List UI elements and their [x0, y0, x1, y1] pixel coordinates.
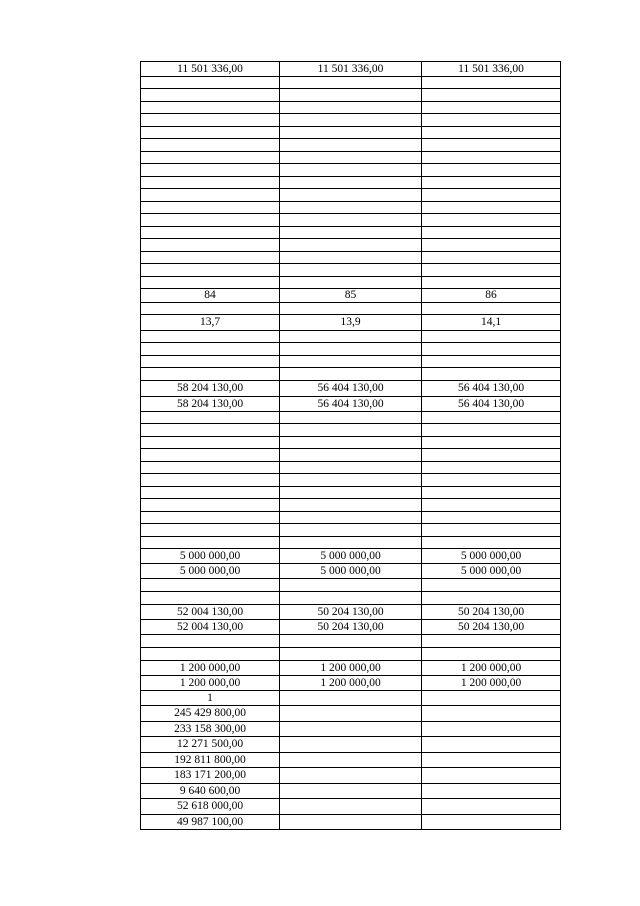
table-cell: 50 204 130,00: [280, 605, 422, 620]
table-row: [141, 114, 561, 127]
table-cell: [280, 512, 422, 524]
table-cell: [280, 449, 422, 462]
table-cell: 52 004 130,00: [141, 605, 280, 620]
table-cell: [280, 164, 422, 177]
table-cell: [280, 368, 422, 381]
table-cell: [422, 102, 561, 114]
table-cell: [280, 412, 422, 424]
table-cell: 84: [141, 289, 280, 303]
table-cell: [422, 815, 561, 830]
table-cell: [141, 368, 280, 381]
table-cell: [141, 239, 280, 252]
table-cell: [141, 579, 280, 592]
table-cell: [422, 784, 561, 799]
table-row: [141, 252, 561, 264]
table-cell: 1 200 000,00: [422, 676, 561, 691]
table-cell: [280, 737, 422, 753]
table-cell: [141, 412, 280, 424]
table-cell: 50 204 130,00: [422, 605, 561, 620]
table-cell: [141, 214, 280, 227]
table-row: [141, 592, 561, 605]
table-cell: [141, 127, 280, 139]
table-cell: 13,9: [280, 315, 422, 331]
table-cell: [141, 648, 280, 661]
table-cell: 1: [141, 691, 280, 706]
table-cell: 52 618 000,00: [141, 799, 280, 815]
table-row: [141, 487, 561, 499]
table-cell: [422, 356, 561, 368]
table-cell: [280, 127, 422, 139]
table-cell: [422, 277, 561, 289]
table-cell: 5 000 000,00: [280, 564, 422, 579]
table-cell: 50 204 130,00: [280, 620, 422, 635]
table-cell: [280, 102, 422, 114]
table-cell: [141, 277, 280, 289]
table-cell: [141, 487, 280, 499]
table-cell: [422, 768, 561, 784]
table-cell: [422, 691, 561, 706]
table-cell: [422, 303, 561, 315]
table-cell: [422, 264, 561, 277]
table-cell: [422, 127, 561, 139]
table-row: [141, 815, 561, 830]
table-row: [141, 152, 561, 164]
table-row: [141, 303, 561, 315]
table-cell: 58 204 130,00: [141, 381, 280, 397]
table-cell: [280, 691, 422, 706]
table-cell: [422, 214, 561, 227]
table-cell: [422, 368, 561, 381]
table-row: [141, 722, 561, 737]
table-cell: [422, 487, 561, 499]
table-row: [141, 661, 561, 676]
table-cell: [280, 177, 422, 189]
table-row: [141, 768, 561, 784]
table-cell: [141, 635, 280, 648]
table-cell: [280, 264, 422, 277]
table-cell: [141, 356, 280, 368]
table-cell: [141, 437, 280, 449]
table-cell: [422, 227, 561, 239]
table-cell: [422, 512, 561, 524]
table-cell: [280, 706, 422, 722]
table-cell: [422, 152, 561, 164]
table-cell: [280, 77, 422, 89]
table-cell: 11 501 336,00: [280, 62, 422, 77]
table-cell: [141, 462, 280, 474]
table-cell: [141, 202, 280, 214]
table-row: [141, 264, 561, 277]
table-cell: [422, 89, 561, 102]
table-cell: [280, 227, 422, 239]
table-cell: [141, 524, 280, 537]
table-cell: [280, 214, 422, 227]
table-cell: [280, 753, 422, 768]
table-row: [141, 89, 561, 102]
table-cell: [280, 815, 422, 830]
table-cell: [422, 437, 561, 449]
table-cell: [280, 252, 422, 264]
table-cell: 5 000 000,00: [141, 549, 280, 564]
table-cell: 85: [280, 289, 422, 303]
table-cell: [422, 474, 561, 487]
table-row: [141, 537, 561, 549]
table-cell: [280, 487, 422, 499]
table-row: [141, 449, 561, 462]
table-cell: [141, 252, 280, 264]
table-cell: 49 987 100,00: [141, 815, 280, 830]
table-cell: 12 271 500,00: [141, 737, 280, 753]
table-cell: 56 404 130,00: [280, 397, 422, 412]
table-row: [141, 368, 561, 381]
table-cell: 1 200 000,00: [280, 661, 422, 676]
table-row: [141, 437, 561, 449]
table-cell: [422, 579, 561, 592]
table-row: [141, 343, 561, 356]
table-row: [141, 397, 561, 412]
table-row: [141, 499, 561, 512]
table-cell: [141, 499, 280, 512]
table-cell: [280, 189, 422, 202]
table-cell: [141, 474, 280, 487]
table-cell: [280, 424, 422, 437]
table-cell: [280, 799, 422, 815]
table-cell: [422, 202, 561, 214]
table-cell: [141, 537, 280, 549]
table-cell: 245 429 800,00: [141, 706, 280, 722]
table-body: [141, 62, 561, 830]
table-row: [141, 753, 561, 768]
table-cell: [280, 784, 422, 799]
table-cell: [422, 449, 561, 462]
table-cell: [141, 303, 280, 315]
table-cell: 192 811 800,00: [141, 753, 280, 768]
table-row: [141, 189, 561, 202]
table-cell: [280, 537, 422, 549]
table-cell: 1 200 000,00: [280, 676, 422, 691]
table-row: [141, 784, 561, 799]
table-cell: [280, 474, 422, 487]
table-row: [141, 474, 561, 487]
table-cell: 56 404 130,00: [422, 381, 561, 397]
table-cell: [422, 252, 561, 264]
table-cell: [422, 424, 561, 437]
table-cell: [422, 799, 561, 815]
table-cell: [141, 139, 280, 152]
table-cell: [422, 164, 561, 177]
table-cell: 1 200 000,00: [422, 661, 561, 676]
table-cell: [141, 592, 280, 605]
table-row: [141, 512, 561, 524]
table-cell: [280, 152, 422, 164]
table-row: [141, 102, 561, 114]
table-cell: [422, 114, 561, 127]
table-cell: [422, 331, 561, 343]
table-row: [141, 381, 561, 397]
table-cell: [280, 768, 422, 784]
table-row: [141, 579, 561, 592]
table-cell: [280, 239, 422, 252]
table-row: [141, 462, 561, 474]
table-row: [141, 605, 561, 620]
table-row: [141, 289, 561, 303]
table-cell: [141, 189, 280, 202]
table-row: [141, 799, 561, 815]
table-row: [141, 564, 561, 579]
table-row: [141, 549, 561, 564]
table-cell: [280, 592, 422, 605]
table-row: [141, 737, 561, 753]
table-cell: [422, 462, 561, 474]
table-cell: 5 000 000,00: [280, 549, 422, 564]
table-cell: [280, 303, 422, 315]
table-cell: 86: [422, 289, 561, 303]
table-cell: 52 004 130,00: [141, 620, 280, 635]
table-cell: 11 501 336,00: [422, 62, 561, 77]
table-row: [141, 356, 561, 368]
table-cell: [422, 635, 561, 648]
table-row: [141, 412, 561, 424]
table-cell: 14,1: [422, 315, 561, 331]
table-cell: [280, 277, 422, 289]
table-cell: [280, 89, 422, 102]
table-cell: [141, 264, 280, 277]
table-cell: [422, 524, 561, 537]
table-cell: [141, 152, 280, 164]
table-row: [141, 127, 561, 139]
table-cell: [280, 139, 422, 152]
table-cell: [422, 239, 561, 252]
table-cell: [280, 635, 422, 648]
table-row: [141, 202, 561, 214]
table-row: [141, 277, 561, 289]
table-cell: [141, 177, 280, 189]
table-cell: [141, 331, 280, 343]
table-cell: [141, 512, 280, 524]
table-cell: [280, 356, 422, 368]
table-row: [141, 524, 561, 537]
table-cell: 1 200 000,00: [141, 661, 280, 676]
table-row: [141, 635, 561, 648]
table-row: [141, 214, 561, 227]
table-cell: [422, 189, 561, 202]
table-cell: [280, 579, 422, 592]
table-cell: [422, 139, 561, 152]
table-cell: [422, 706, 561, 722]
table-row: [141, 62, 561, 77]
table-cell: [422, 753, 561, 768]
table-row: [141, 164, 561, 177]
table-cell: [141, 102, 280, 114]
table-cell: [280, 524, 422, 537]
table-row: [141, 77, 561, 89]
table-cell: [280, 462, 422, 474]
table-cell: [422, 737, 561, 753]
table-cell: 183 171 200,00: [141, 768, 280, 784]
table-cell: [141, 89, 280, 102]
table-cell: [422, 343, 561, 356]
table-row: [141, 691, 561, 706]
table-row: [141, 676, 561, 691]
table-cell: [141, 164, 280, 177]
table-cell: 5 000 000,00: [422, 564, 561, 579]
table-cell: [141, 114, 280, 127]
table-row: [141, 177, 561, 189]
table-row: [141, 315, 561, 331]
table-cell: 5 000 000,00: [422, 549, 561, 564]
table-cell: [280, 437, 422, 449]
table-row: [141, 227, 561, 239]
table-cell: 50 204 130,00: [422, 620, 561, 635]
table-cell: 1 200 000,00: [141, 676, 280, 691]
table-cell: [280, 499, 422, 512]
table-cell: [141, 77, 280, 89]
table-cell: [280, 331, 422, 343]
table-row: [141, 331, 561, 343]
table-cell: [422, 177, 561, 189]
table-row: [141, 620, 561, 635]
table-cell: [422, 77, 561, 89]
table-row: [141, 648, 561, 661]
table-cell: [422, 648, 561, 661]
table-cell: 56 404 130,00: [422, 397, 561, 412]
table-cell: [280, 202, 422, 214]
table-cell: 13,7: [141, 315, 280, 331]
table-cell: [280, 343, 422, 356]
table-row: [141, 239, 561, 252]
table-cell: 11 501 336,00: [141, 62, 280, 77]
table-cell: 58 204 130,00: [141, 397, 280, 412]
table-cell: 56 404 130,00: [280, 381, 422, 397]
table-cell: [422, 592, 561, 605]
table-row: [141, 706, 561, 722]
table-cell: [141, 424, 280, 437]
table-cell: [141, 343, 280, 356]
table-cell: [422, 537, 561, 549]
table-cell: [422, 412, 561, 424]
table-cell: [422, 499, 561, 512]
table-cell: [141, 449, 280, 462]
table-cell: 5 000 000,00: [141, 564, 280, 579]
table-cell: 9 640 600,00: [141, 784, 280, 799]
table-cell: [422, 722, 561, 737]
table-cell: [280, 648, 422, 661]
table-cell: 233 158 300,00: [141, 722, 280, 737]
table-cell: [141, 227, 280, 239]
data-table: [140, 61, 561, 830]
table-row: [141, 139, 561, 152]
table-cell: [280, 114, 422, 127]
table-cell: [280, 722, 422, 737]
table-row: [141, 424, 561, 437]
